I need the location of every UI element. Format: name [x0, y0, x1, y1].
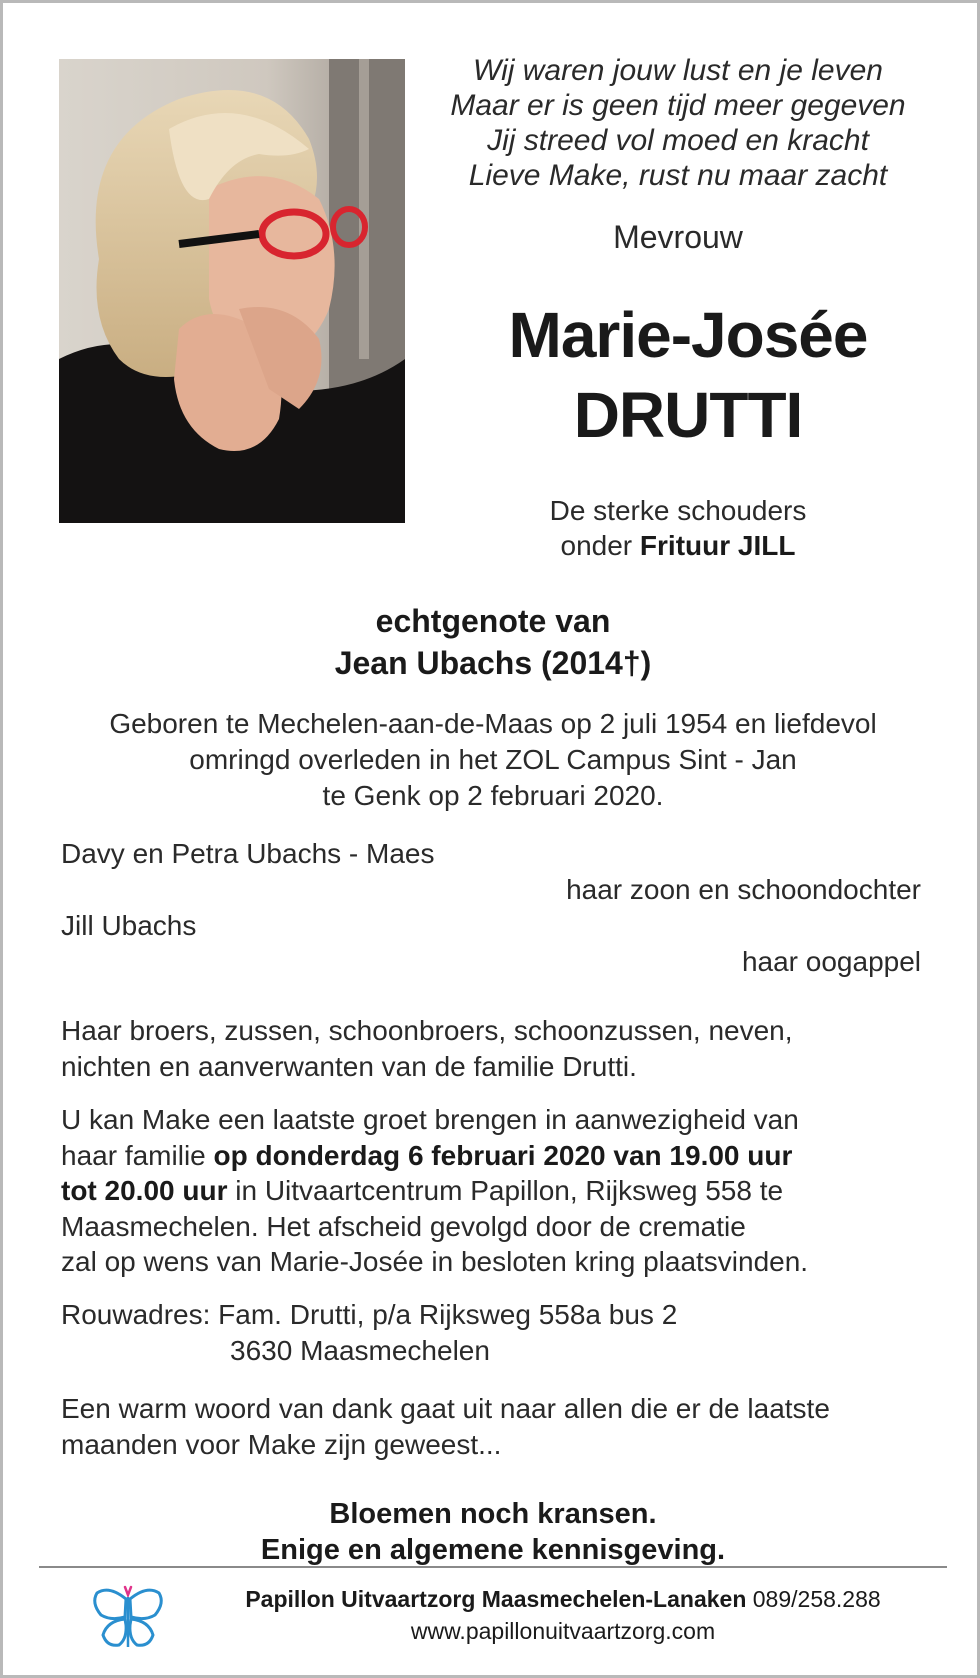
footer-company-line — [173, 1583, 953, 1615]
thanks-line-2: maanden voor Make zijn geweest... — [61, 1428, 502, 1460]
farewell-line-2 — [61, 1138, 941, 1174]
family-member-relation: haar oogappel — [741, 946, 921, 977]
thanks-line-1: Een warm woord van dank gaat uit naar allen die er de laatste — [61, 1393, 830, 1424]
relatives-paragraph — [61, 1013, 941, 1084]
shoulders-prefix: onder — [560, 530, 633, 561]
portrait-photo — [59, 59, 405, 523]
company-name: Papillon Uitvaartzorg Maasmechelen-Lanaken — [245, 1586, 747, 1612]
butterfly-logo-icon — [89, 1581, 167, 1653]
poem-line: Jij streed vol moed en kracht — [487, 124, 869, 157]
born-line: omringd overleden in het ZOL Campus Sint - Jan — [189, 744, 797, 775]
farewell-line-1: U kan Make een laatste groet brengen in aanwezigheid van — [61, 1104, 799, 1135]
shoulders-line-2 — [433, 528, 923, 563]
farewell-location: in Uitvaartcentrum Papillon, Rijksweg 558 te — [227, 1175, 784, 1206]
poem-line: Wij waren jouw lust en je leven — [473, 54, 883, 87]
family-member-relation: haar zoon en schoondochter — [566, 874, 921, 905]
born-line: Geboren te Mechelen-aan-de-Maas op 2 juli 1954 en liefdevol — [109, 708, 877, 739]
farewell-paragraph — [61, 1102, 941, 1280]
closing-line-1: Bloemen noch kransen. — [329, 1498, 657, 1530]
address-line-1: Rouwadres: Fam. Drutti, p/a Rijksweg 558a bus 2 — [61, 1299, 678, 1330]
company-phone: 089/258.288 — [752, 1586, 881, 1612]
spouse-section — [43, 600, 943, 684]
portrait-illustration — [59, 59, 405, 523]
farewell-time-end: tot 20.00 uur — [61, 1175, 228, 1206]
poem-line: Maar er is geen tijd meer gegeven — [450, 89, 906, 122]
born-line: te Genk op 2 februari 2020. — [322, 780, 664, 811]
shoulders-business: Frituur JILL — [639, 530, 796, 561]
relatives-line-2: nichten en aanverwanten van de familie Drutti. — [61, 1050, 637, 1082]
first-name: Marie-Josée — [508, 299, 868, 371]
poem — [423, 53, 933, 193]
shoulders-note — [433, 493, 923, 563]
thanks-paragraph — [61, 1391, 941, 1462]
deceased-name — [433, 295, 943, 455]
relatives-line-1: Haar broers, zussen, schoonbroers, schoonzussen, neven, — [61, 1015, 793, 1046]
poem-line: Lieve Make, rust nu maar zacht — [468, 159, 888, 192]
spouse-line-2: Jean Ubachs (2014†) — [334, 645, 652, 681]
last-name: DRUTTI — [573, 379, 803, 451]
spouse-line-1: echtgenote van — [375, 603, 611, 639]
mourning-address — [61, 1297, 941, 1368]
shoulders-line-1: De sterke schouders — [549, 495, 807, 526]
address-line-2: 3630 Maasmechelen — [230, 1334, 490, 1366]
family-member-name: Davy en Petra Ubachs - Maes — [61, 838, 435, 869]
farewell-date: op donderdag 6 februari 2020 van 19.00 uur — [213, 1139, 793, 1171]
closing-notice — [43, 1496, 943, 1568]
farewell-line-5: zal op wens van Marie-Josée in besloten kring plaatsvinden. — [61, 1246, 809, 1277]
closing-line-2: Enige en algemene kennisgeving. — [260, 1534, 726, 1566]
family-member-name: Jill Ubachs — [61, 910, 197, 941]
company-website[interactable]: www.papillonuitvaartzorg.com — [410, 1618, 716, 1644]
birth-death-info — [43, 706, 943, 814]
farewell-line-3 — [61, 1173, 941, 1209]
funeral-home-info — [173, 1583, 953, 1647]
footer-divider — [39, 1566, 947, 1568]
title-mevrouw: Mevrouw — [613, 219, 743, 255]
farewell-prefix: haar familie — [61, 1139, 214, 1171]
farewell-line-4: Maasmechelen. Het afscheid gevolgd door de crematie — [61, 1210, 746, 1242]
